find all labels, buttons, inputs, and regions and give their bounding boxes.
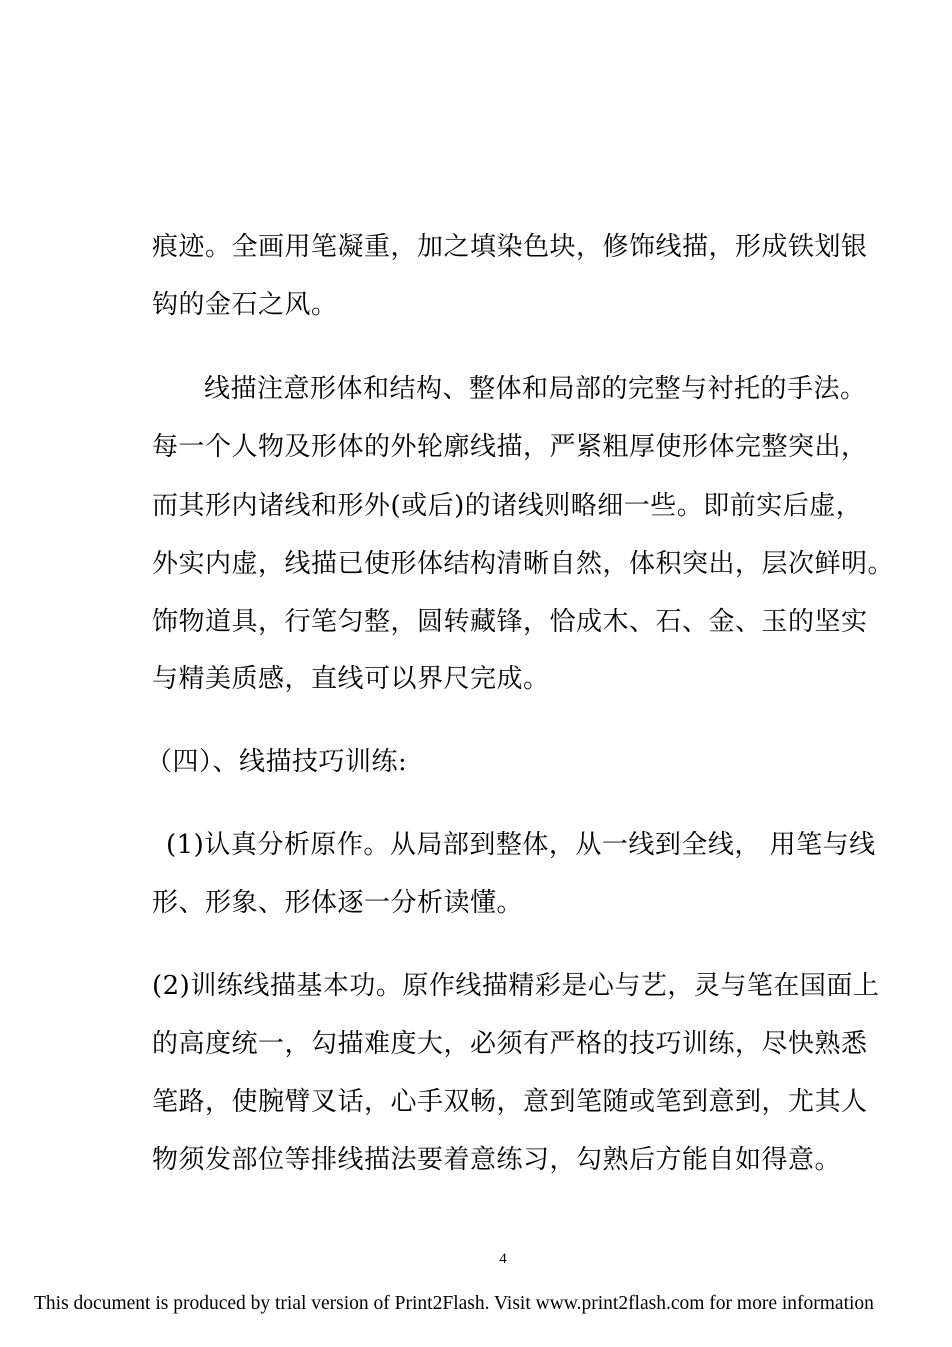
- paragraph-2-line-4: 外实内虚，线描已使形体结构清晰自然，体积突出，层次鲜明。: [152, 549, 895, 579]
- item-2-line-3: 笔路，使腕臂叉话，心手双畅，意到笔随或笔到意到，尤其人: [152, 1087, 868, 1117]
- paragraph-2-line-3: 而其形内诸线和形外(或后)的诸线则略细一些。即前实后虚，: [152, 491, 863, 521]
- paragraph-1-line-2: 钩的金石之风。: [152, 290, 338, 320]
- paragraph-2-line-2: 每一个人物及形体的外轮廓线描，严紧粗厚使形体完整突出，: [152, 432, 868, 462]
- item-2-line-4: 物须发部位等排线描法要着意练习，勾熟后方能自如得意。: [152, 1145, 842, 1175]
- item-2-line-1: (2)训练线描基本功。原作线描精彩是心与艺，灵与笔在国面上: [152, 971, 880, 1001]
- trial-version-notice: This document is produced by trial version of Print2Flash. Visit www.print2flash.com for more information: [34, 1293, 874, 1314]
- paragraph-2-line-5: 饰物道具，行笔匀整，圆转藏锋，恰成木、石、金、玉的坚实: [152, 607, 868, 637]
- item-2-line-2: 的高度统一，勾描难度大，必须有严格的技巧训练，尽快熟悉: [152, 1029, 868, 1059]
- paragraph-2-line-6: 与精美质感，直线可以界尺完成。: [152, 664, 550, 694]
- page-number: 4: [499, 1251, 507, 1267]
- item-1-line-2: 形、形象、形体逐一分析读懂。: [152, 888, 524, 918]
- section-heading: （四）、线描技巧训练:: [146, 747, 408, 777]
- paragraph-2-line-1: 线描注意形体和结构、整体和局部的完整与衬托的手法。: [204, 374, 867, 404]
- paragraph-1-line-1: 痕迹。全画用笔凝重，加之填染色块，修饰线描，形成铁划银: [152, 232, 868, 262]
- item-1-line-1: (1)认真分析原作。从局部到整体，从一线到全线， 用笔与线: [166, 830, 876, 860]
